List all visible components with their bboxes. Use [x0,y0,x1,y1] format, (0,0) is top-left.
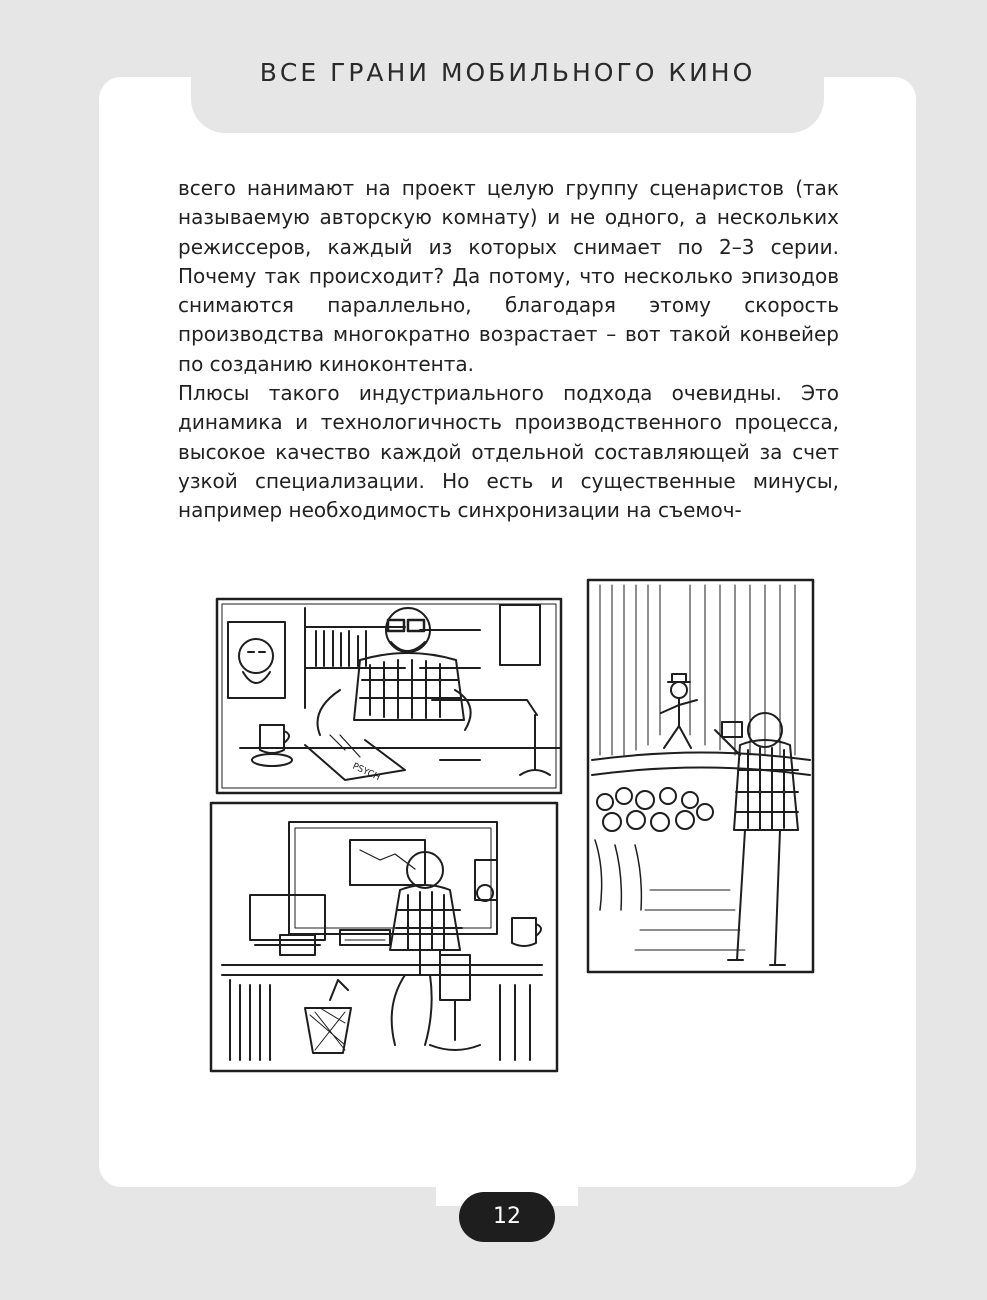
paragraph-1: всего нанимают на проект целую группу сценаристов (так называемую авторскую комнату) и не одного, а нескольких режиссеров, каждый из которых снимает по 2–3 серии. Почему так происходит? Да потому, что несколько эпизодов снимаются параллельно, благодаря этому скорость производства многократно возрастает – вот такой конвейер по созданию киноконтента. [178,176,839,376]
page-number: 12 [459,1192,555,1242]
svg-text:PSYCH: PSYCH [350,761,382,784]
body-text [178,174,839,526]
paragraph-2: Плюсы такого индустриального подхода очевидны. Это динамика и технологичность производственного процесса, высокое качество каждой отдельной составляющей за счет узкой специализации. Но есть и существенные минусы, например необходимость синхронизации на съемоч- [178,381,839,523]
running-title: ВСЕ ГРАНИ МОБИЛЬНОГО КИНО [259,58,756,87]
